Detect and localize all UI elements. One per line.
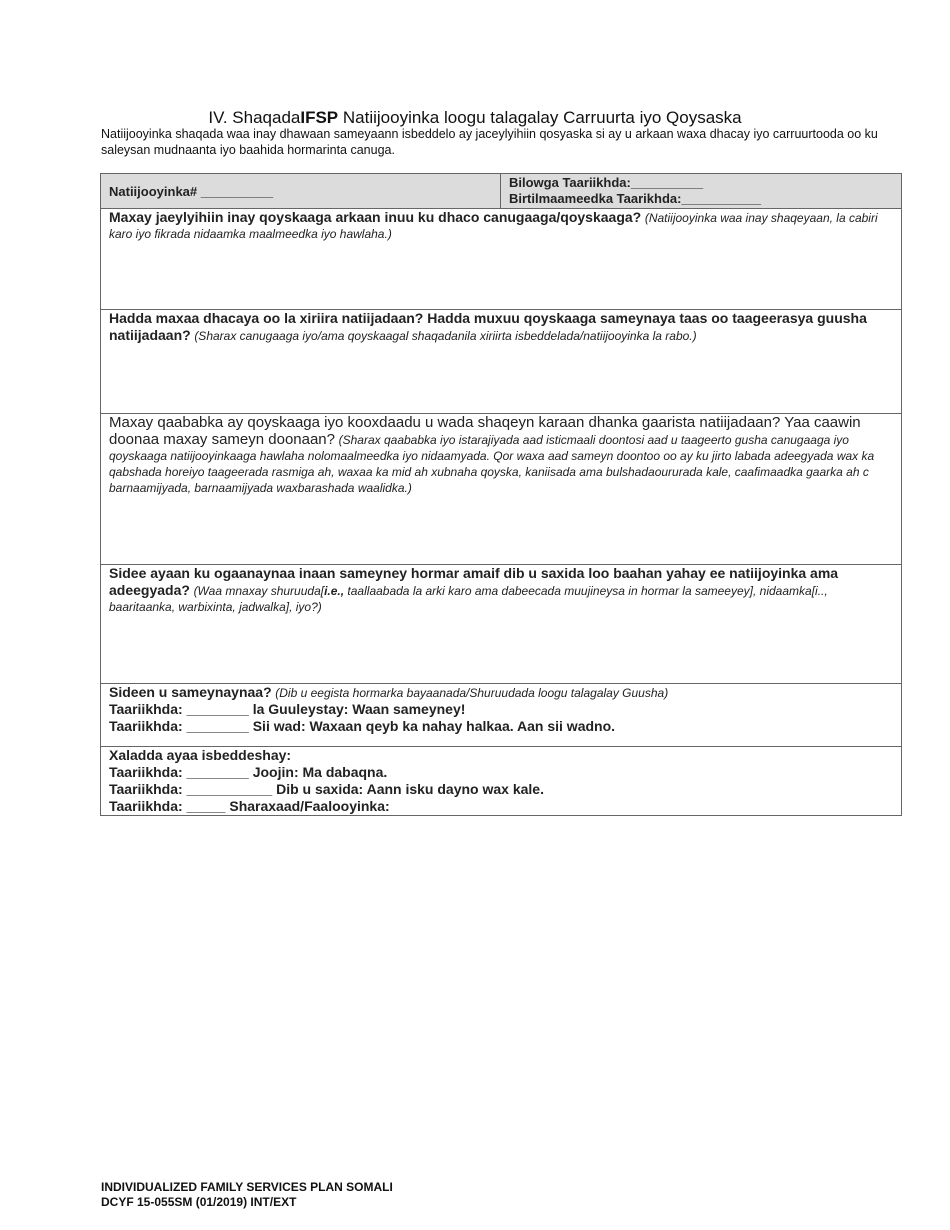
review-achieved-line: Taariikhda: ________ la Guuleystay: Waan sameyney! bbox=[109, 701, 466, 717]
outcome-number-field[interactable] bbox=[101, 174, 501, 209]
form-header-row bbox=[101, 174, 902, 209]
situation-comments-line: Taariikhda: _____ Sharaxaad/Faalooyinka: bbox=[109, 798, 390, 814]
current-status-field[interactable] bbox=[101, 310, 902, 414]
situation-changed-field[interactable] bbox=[101, 747, 902, 816]
family-wishes-question: Maxay jaeylyihiin inay qoyskaaga arkaan inuu ku dhaco canugaaga/qoyskaaga? bbox=[109, 209, 642, 225]
current-status-question: Hadda maxaa dhacaya oo la xiriira natiijadaan? Hadda muxuu qoyskaaga sameynaya taas oo taageerasya guusha natiijadaan? bbox=[109, 310, 867, 343]
current-status-hint: (Sharax canugaaga iyo/ama qoyskaagal shaqadanila xiriirta isbeddelada/natiijooyinka la rabo.) bbox=[194, 329, 697, 343]
progress-hint-ie: i.e., bbox=[324, 584, 345, 598]
strategies-field[interactable] bbox=[101, 414, 902, 565]
family-wishes-hint: (Natiijooyinka waa inay shaqeyaan, la cabiri karo iyo fikrada nidaamka maalmeedka iyo hawlaha.) bbox=[109, 211, 878, 241]
review-question: Sideen u sameynaynaa? bbox=[109, 684, 272, 700]
strategies-question: Maxay qaababka ay qoyskaaga iyo kooxdaadu u wada shaqeyn karaan dhanka gaarista natiijadaan? Yaa caawin doonaa maxay sameyn doonaan? bbox=[109, 414, 861, 448]
progress-hint-part-a: (Waa mnaxay shuruuda[ bbox=[193, 584, 325, 598]
situation-changed-heading: Xaladda ayaa isbeddeshay: bbox=[109, 747, 292, 763]
section-progress-criteria bbox=[101, 565, 902, 684]
situation-revise-line: Taariikhda: ___________ Dib u saxida: Aann isku dayno wax kale. bbox=[109, 781, 544, 797]
situation-stop-line: Taariikhda: ________ Joojin: Ma dabaqna. bbox=[109, 764, 388, 780]
progress-hint-part-b: taallaabada la arki karo ama dabeecada muujineysa in hormar la sameeyey], nidaamka[i.., baaritaanka, warbixinta, jadwalka], iyo?) bbox=[109, 584, 828, 614]
progress-criteria-hint bbox=[109, 584, 828, 614]
form-footer bbox=[101, 1180, 393, 1210]
review-hint: (Dib u eegista hormarka bayaanada/Shuruudada loogu talagalay Guusha) bbox=[275, 686, 669, 700]
title-suffix: Natiijooyinka loogu talagalay Carruurta iyo Qoysaska bbox=[338, 108, 742, 127]
section-family-wishes bbox=[101, 209, 902, 310]
section-title bbox=[100, 108, 850, 128]
intro-paragraph: Natiijooyinka shaqada waa inay dhawaan sameyaann isbeddelo ay jaceylyihiin qosyaska si ay u arkaan waxa dhacay iyo carruurtooda oo ku saleysan mudnaanta iyo baahida hormarinta canuga. bbox=[101, 127, 878, 157]
review-field[interactable] bbox=[101, 684, 902, 747]
family-wishes-field[interactable] bbox=[101, 209, 902, 310]
section-strategies bbox=[101, 414, 902, 565]
start-date-label: Bilowga Taariikhda:__________ bbox=[509, 175, 704, 190]
title-ifsp: IFSP bbox=[300, 108, 339, 127]
footer-plan-name: INDIVIDUALIZED FAMILY SERVICES PLAN SOMALI bbox=[101, 1180, 393, 1194]
progress-criteria-field[interactable] bbox=[101, 565, 902, 684]
dates-field[interactable] bbox=[501, 174, 902, 209]
section-current-status bbox=[101, 310, 902, 414]
title-prefix: IV. Shaqada bbox=[208, 108, 301, 127]
progress-criteria-question: Sidee ayaan ku ogaanaynaa inaan sameyney hormar amaif dib u saxida loo baahan yahay ee natiijoyinka ama adeegyada? bbox=[109, 565, 839, 598]
outcomes-form-table bbox=[100, 173, 902, 816]
footer-form-number: DCYF 15-055SM (01/2019) INT/EXT bbox=[101, 1195, 297, 1209]
section-situation-changed bbox=[101, 747, 902, 816]
section-review bbox=[101, 684, 902, 747]
target-date-label: Birtilmaameedka Taarikhda:___________ bbox=[509, 191, 761, 206]
outcome-number-label: Natiijooyinka# __________ bbox=[109, 184, 274, 199]
review-continue-line: Taariikhda: ________ Sii wad: Waxaan qeyb ka nahay halkaa. Aan sii wadno. bbox=[109, 718, 616, 734]
strategies-hint: (Sharax qaababka iyo istarajiyada aad isticmaali doontosi aad u taageerto gusha canugaaga iyo qoyskaaga natiijooyinkaaga hawlaha nolomaalmeedka iyo nidaamyada. Qor waxa aad sameyn doontoo oo ay ku jirto labada adeegyada wax ka qabshada horeiyo taageerada rasmiga ah, waxaa ka mid ah xubnaha qoyska, kaniisada ama bulshadaoururada kale, caafimaadka gaarka ah c barnaamijyada, barnaamijyada waxbarashada waalidka.) bbox=[109, 433, 875, 495]
